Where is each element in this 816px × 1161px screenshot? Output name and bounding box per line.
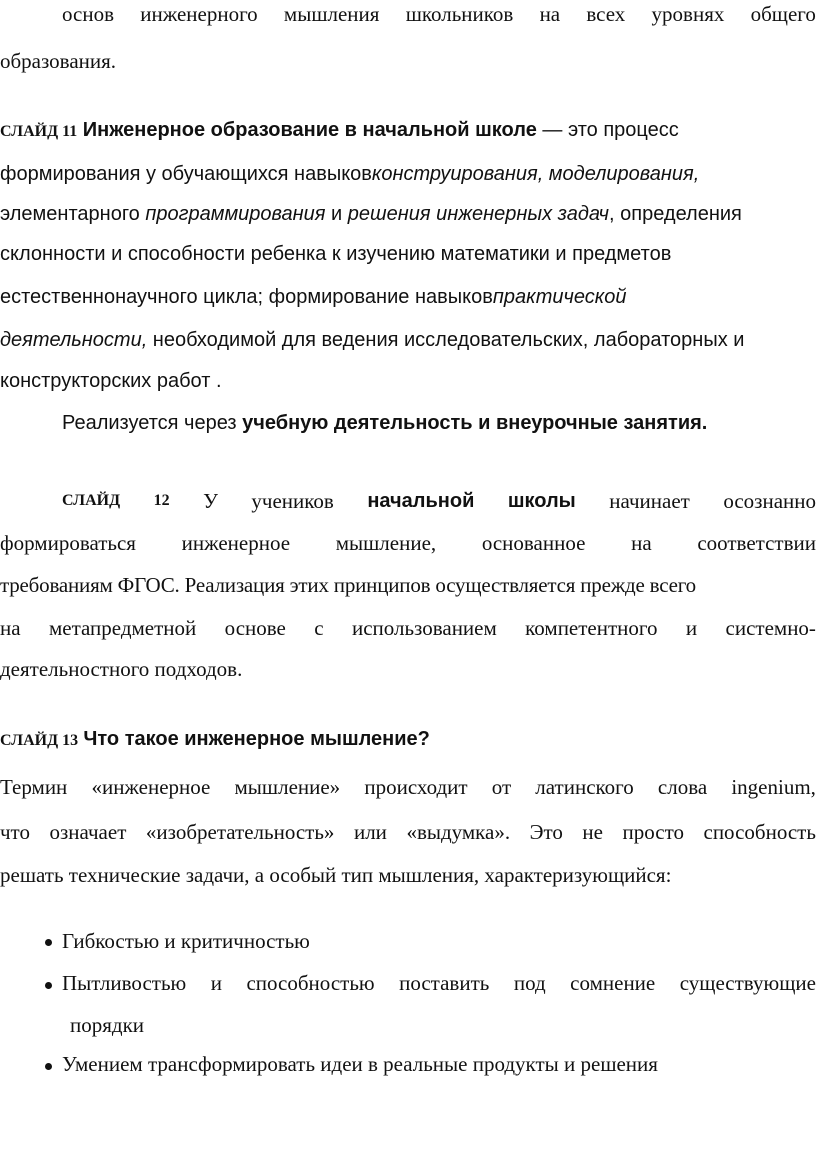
word: что: [0, 820, 30, 844]
word: системно-: [725, 616, 816, 640]
word: и: [685, 616, 698, 640]
paragraph-line: требованиям ФГОС. Реализация этих принципов осуществляется прежде всего: [0, 573, 696, 597]
word: всех: [586, 2, 626, 26]
text-fragment: необходимой для ведения исследовательских, лабораторных и: [147, 329, 745, 351]
paragraph-line: [62, 0, 816, 28]
word: компетентного: [525, 616, 658, 640]
text-fragment: , определения: [609, 203, 742, 225]
paragraph-line: решать технические задачи, а особый тип мышления, характеризующийся:: [0, 863, 672, 887]
word: происходит: [364, 775, 468, 799]
word: начинает: [609, 489, 690, 513]
list-item-continuation: порядки: [70, 1013, 145, 1037]
word: основанное: [481, 531, 586, 555]
word: способность: [703, 820, 816, 844]
word: не: [582, 820, 603, 844]
word: «изобретательность»: [145, 820, 335, 844]
paragraph-line: [0, 773, 816, 801]
bold-text: начальной: [367, 490, 475, 512]
emphasis: деятельности,: [0, 329, 148, 351]
word: от: [491, 775, 512, 799]
emphasis: конструирования, моделирования,: [371, 163, 700, 185]
word: Пытливостью: [62, 971, 187, 995]
paragraph-line: [0, 283, 816, 311]
word: «выдумка».: [406, 820, 511, 844]
word: мышление,: [335, 531, 437, 555]
word: уровнях: [651, 2, 725, 26]
bold-text: школы: [507, 490, 576, 512]
word: на: [631, 531, 652, 555]
word: мышления: [283, 2, 380, 26]
bullet-icon: [45, 1063, 52, 1070]
word: использованием: [351, 616, 497, 640]
word: Это: [529, 820, 563, 844]
slide-label: СЛАЙД 13: [0, 732, 79, 749]
word: ingenium,: [731, 775, 816, 799]
word: основ: [62, 2, 114, 26]
text-fragment: Реализуется через: [62, 412, 243, 434]
text-fragment: — это процесс: [536, 119, 679, 141]
word: школьников: [405, 2, 514, 26]
paragraph-line: склонности и способности ребенка к изучению математики и предметов: [0, 243, 672, 265]
text-fragment: элементарного: [0, 203, 146, 225]
word: просто: [622, 820, 684, 844]
paragraph-line: деятельностного подходов.: [0, 657, 243, 681]
paragraph-line: [0, 200, 816, 228]
paragraph-line: конструкторских работ .: [0, 370, 222, 392]
word: учеников: [251, 489, 334, 513]
word: У: [203, 489, 218, 513]
list-item: Умением трансформировать идеи в реальные продукты и решения: [62, 1052, 658, 1076]
bullet-icon: [45, 939, 52, 946]
word: инженерное: [181, 531, 291, 555]
paragraph-line: образования.: [0, 49, 117, 73]
slide12-first-line: [62, 487, 816, 515]
word: способностью: [246, 971, 375, 995]
slide13-heading: [0, 724, 816, 755]
word: на: [0, 616, 21, 640]
word: метапредметной: [48, 616, 197, 640]
slide-label: СЛАЙД: [62, 492, 121, 509]
word: соответствии: [697, 531, 816, 555]
paragraph-line: [0, 614, 816, 642]
word: поставить: [399, 971, 490, 995]
paragraph-line: [0, 326, 816, 354]
emphasis: программирования: [145, 203, 326, 225]
slide-label: 12: [153, 492, 170, 509]
slide11-heading: [0, 116, 816, 146]
paragraph-line: [62, 409, 816, 437]
emphasis: решения инженерных задач: [347, 203, 610, 225]
word: инженерного: [140, 2, 258, 26]
word: на: [539, 2, 561, 26]
word: «инженерное: [91, 775, 211, 799]
word: Термин: [0, 775, 68, 799]
word: существующие: [679, 971, 816, 995]
word: и: [210, 971, 222, 995]
word: или: [353, 820, 387, 844]
paragraph-line: [0, 818, 816, 846]
text-fragment: и: [325, 203, 348, 225]
word: с: [314, 616, 324, 640]
slide-title: Что такое инженерное мышление?: [83, 728, 430, 750]
word: формироваться: [0, 531, 136, 555]
paragraph-line: [0, 529, 816, 557]
bold-text: учебную деятельность и внеурочные занятия.: [242, 412, 708, 434]
word: латинского: [535, 775, 634, 799]
text-fragment: естественнонаучного цикла; формирование навыков: [0, 286, 493, 308]
list-item: [62, 969, 816, 997]
word: основе: [224, 616, 286, 640]
word: мышление»: [234, 775, 341, 799]
bullet-icon: [45, 982, 52, 989]
word: общего: [750, 2, 816, 26]
paragraph-line: [0, 160, 816, 188]
word: слова: [657, 775, 708, 799]
text-fragment: формирования у обучающихся навыков: [0, 163, 372, 185]
emphasis: практической: [492, 286, 627, 308]
slide-title: Инженерное образование в начальной школе: [82, 119, 537, 141]
word: под: [513, 971, 546, 995]
list-item: Гибкостью и критичностью: [62, 929, 310, 953]
word: означает: [49, 820, 127, 844]
slide-label: СЛАЙД 11: [0, 123, 78, 140]
word: сомнение: [570, 971, 656, 995]
word: осознанно: [723, 489, 816, 513]
